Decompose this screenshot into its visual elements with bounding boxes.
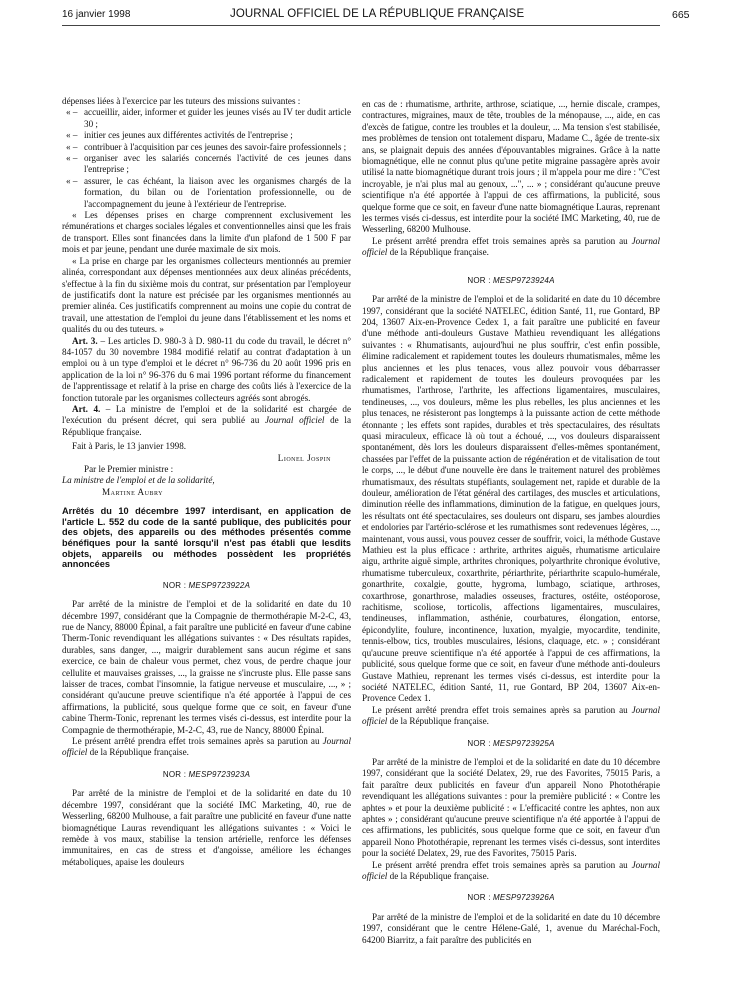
- nor-reference: NOR : MESP9723922A: [162, 580, 251, 590]
- header-title: JOURNAL OFFICIEL DE LA RÉPUBLIQUE FRANÇAISE: [230, 8, 525, 20]
- page-header: [0, 0, 731, 40]
- minister-name: Martine Aubry: [102, 486, 163, 497]
- article-text: – La ministre de l'emploi et de la solidarité est chargée de l'exécution du présent décret, qui sera publié au: [62, 403, 351, 426]
- article-label: Art. 4.: [72, 403, 101, 414]
- article-4: [62, 404, 351, 438]
- right-column: [362, 99, 660, 946]
- intro-text: dépenses liées à l'exercice par les tuteurs des missions suivantes :: [62, 96, 301, 106]
- arrete-text: Par arrêté de la ministre de l'emploi et de la solidarité en date du 10 décembre 1997, considérant que le centre Hélene-Galé, 1, avenue du Maréchal-Foch, 64200 Biarritz, a fait paraître des publicités en: [362, 911, 660, 945]
- article-text: – Les articles D. 980-3 à D. 980-11 du code du travail, le décret n° 84-1057 du 30 novembre 1984 modifié relatif au contrat d'adaptation à un emploi ou à un type d'emploi et le décret n° 96-736 du 20 août 1996 pris en application de la loi n° 96-376 du 6 mai 1996 portant réforme du financement de l'apprentissage et relatif à la prise en charge des coûts liés à l'exercice de la fonction tutorale par les organismes collecteurs agréés sont abrogés.: [62, 335, 351, 403]
- page-number: 665: [672, 9, 690, 21]
- list-item: « – organiser avec les salariés concernés l'activité de ces jeunes dans l'entreprise ;: [62, 153, 351, 176]
- article-text: de la République française.: [62, 415, 352, 437]
- header-rule: [62, 25, 660, 26]
- signatory: Lionel Jospin: [277, 452, 331, 463]
- arrete-text: Par arrêté de la ministre de l'emploi et de la solidarité en date du 10 décembre 1997, considérant que la société IMC Marketing, 40, rue de Wesserling, 68200 Mulhouse, a fait paraître une publicité en faveur d'une natte biomagnétique Lauras revendiquant les allégations suivantes : « Voici le remède à vos maux, stabilise la tension artérielle, renforce les défenses immunitaires, en cas de stress et d'angoisse, améliore les échanges métaboliques, apaise les douleurs: [62, 788, 351, 867]
- section-heading: Arrêtés du 10 décembre 1997 interdisant, en application de l'article L. 552 du code de la santé publique, des publicités pour des objets, des appareils ou des méthodes présentés comme bénéfiques pour la santé lorsqu'il n'est pas établi que lesdits objets, appareils ou méthodes possèdent les propriétés annoncées: [62, 506, 351, 570]
- paragraph: « La prise en charge par les organismes collecteurs mentionnés au premier alinéa, correspondant aux dépenses mentionnées aux deux alinéas précédents, s'effectue à la fin du sixième mois du contrat, sur présentation par l'employeur de justificatifs dont la nature est précisée par les organismes mentionnés au premier alinéa. Ces justificatifs comprennent au moins une copie du contrat de travail, une attestation de l'emploi du jeune dans l'établissement et les noms et qualités du ou des tuteurs. »: [62, 255, 351, 335]
- nor-reference: NOR : MESP9723926A: [467, 893, 555, 903]
- nor-reference: NOR : MESP9723924A: [467, 275, 555, 285]
- article-3: [62, 336, 351, 404]
- article-label: Art. 3.: [72, 335, 98, 346]
- arrete-text: Par arrêté de la ministre de l'emploi et de la solidarité en date du 10 décembre 1997, considérant que la société NATELEC, édition Santé, 11, rue Gontard, BP 204, 13607 Aix-en-Provence Cedex 1, a fait paraître une publicité en faveur d'une méthode anti-douleurs Gustave Mathieu revendiquant les allégations suivantes : « Rhumatisants, aujourd'hui ne plus souffrir, c'est enfin possible, élimine radicalement et rapidement toutes les douleurs rhumatismales, même les plus anciennes et les plus tenaces, vous allez pouvoir vous débarrasser radicalement et rapidement de toutes les douleurs provoquées par les rhumatismes, l'arthrose, l'arthrite, les affections ligamentaires, musculaires, tendineuses, ..., vos douleurs, même les plus rebelles, les plus anciennes et les plus tenaces, ne résisteront pas longtemps à la puissante action de cette méthode étonnante ; les effets sont rapides, durables et très spectaculaires, des résultats quasi miraculeux, efficace là où tout a échoué, ..., vos douleurs disparaissent spontanément, dès lors les douleurs disparaissent d'elles-mêmes spontanément, chassées par l'effet de la puissante action de régénération et de vitalisation de tout le corps, ..., le début d'une nouvelle ère dans le traitement naturel des problèmes rhumatismaux, des résultats stupéfiants, soulagement net, rapide et durable de la douleur, amélioration de l'état général des cartilages, des muscles et articulations, diminution réelle des inflammations, diminution de la fatigue, en quelques jours, les résultats ont été spectaculaires, ses douleurs ont disparu, ses jambes alourdies et endolories par l'artério-sclérose et les rumathismes sont redevenues légères, ..., maintenant, vous aussi, vous pouvez cesser de souffrir, voici, la méthode Gustave Mathieu est la plus efficace : arthrite, arthrites aiguës, rhumatisme articulaire aigu, arthrite aiguë simple, arthrites chroniques, polyarthrite chronique évolutive, rhumatisme tuberculeux, coxarthrite, périarthrite, périarthrite scapulo-humérale, gonarthrite, coxalgie, goutte, hygroma, lumbago, sciatique, arthroses, coxarthrose, gonarthrose, maladies osseuses, fractures, ostéite, ostéoporose, rachitisme, scoliose, torticolis, affections ligamentaires, musculaires, tendineuses, inflammation, asthénie, courbatures, élongation, entorse, épicondylite, foulure, incontinence, luxation, myalgie, myocardite, tendinite, tennis-elbow, tics, troubles musculaires, lésions, claquage, etc. » ; considérant qu'aucune preuve scientifique n'a été apportée à l'appui de ces affirmations, la publicité, sous quelque forme que ce soit, en faveur d'une méthode anti-douleurs Gustave Mathieu, reprenant les termes visés ci-dessus, est interdite pour la société NATELEC, édition Santé, 11, rue Gontard, BP 204, 13607 Aix-en-Provence Cedex 1.: [362, 294, 660, 704]
- fait-line: Fait à Paris, le 13 janvier 1998.: [72, 441, 187, 452]
- arrete-text: Par arrêté de la ministre de l'emploi et de la solidarité en date du 10 décembre 1997, considérant que la société Delatex, 29, rue des Favorites, 75015 Paris, a fait paraître deux publicités en faveur d'un appareil Nono Photothérapie revendiquant les allégations suivantes : pour la première publicité : « Contre les aphtes » et pour la deuxième publicité : « L'efficacité contre les aphtes, non aux aphtes » ; considérant qu'aucune preuve scientifique n'a été apportée à l'appui de ces affirmations, les publicités, sous quelque forme que ce soit, en faveur d'un appareil Nono Photothérapie, reprenant les termes visés ci-dessus, sont interdites pour la société Delatex, 29, rue des Favorites, 75015 Paris.: [362, 756, 660, 859]
- arrete-text: Par arrêté de la ministre de l'emploi et de la solidarité en date du 10 décembre 1997, considérant que la Compagnie de thermothérapie M-2-C, 43, rue de Nancy, 88000 Épinal, a fait paraître une publicité en faveur d'une cabine Therm-Tonic revendiquant les allégations suivantes : « Des résultats rapides, durables, sans danger, ..., maigrir durablement sans aucun régime et sans exercice, ce bain de chaleur vous permet, chez vous, de perdre chaque jour cellulite et mauvaises graisses, ..., la graisse ne s'incruste plus. Elle passe sans laisser de traces, combat l'insomnie, la fatigue nerveuse et musculaire, ..., » ; considérant qu'aucune preuve scientifique n'a été apportée à l'appui de ces affirmations, la publicité, sous quelque forme que ce soit, en faveur d'une cabine Therm-Tonic, reprenant les termes visés ci-dessus, est interdite pour la Compagnie de thermothérapie, M-2-C, 43, rue de Nancy, 88000 Épinal.: [62, 599, 351, 735]
- minister-title: [62, 475, 351, 486]
- nor-reference: NOR : MESP9723925A: [467, 738, 555, 748]
- missions-list: [62, 107, 351, 210]
- effect-line: Le présent arrêté prendra effet trois semaines après sa parution au Journal officiel de la République française.: [362, 859, 660, 881]
- minister-text: La ministre de l'emploi et de la solidarité,: [62, 475, 215, 486]
- list-item: « – contribuer à l'acquisition par ces jeunes des savoir-faire professionnels ;: [62, 142, 351, 153]
- effect-line: Le présent arrêté prendra effet trois semaines après sa parution au Journal officiel de la République française.: [62, 736, 351, 758]
- left-column: [62, 96, 351, 868]
- list-item: « – initier ces jeunes aux différentes activités de l'entreprise ;: [62, 130, 351, 141]
- list-item: « – accueillir, aider, informer et guider les jeunes visés au IV ter dudit article 30 ;: [62, 107, 351, 130]
- list-item: « – assurer, le cas échéant, la liaison avec les organismes chargés de la formation, du bilan ou de l'orientation professionnelle, ou de l'accompagnement du jeune à l'extérieur de l'entreprise.: [62, 176, 351, 210]
- effect-line: Le présent arrêté prendra effet trois semaines après sa parution au Journal officiel de la République française.: [362, 704, 660, 727]
- paragraph: « Les dépenses prises en charge comprennent exclusivement les rémunérations et charges sociales légales et conventionnelles ainsi que les frais de transport. Elles sont financées dans la limite d'un plafond de 1 500 F par mois et par jeune, pendant une durée maximale de six mois.: [62, 210, 351, 255]
- effect-line: Le présent arrêté prendra effet trois semaines après sa parution au Journal officiel de la République française.: [362, 235, 660, 258]
- par-line: Par le Premier ministre :: [84, 464, 174, 474]
- nor-reference: NOR : MESP9723923A: [162, 769, 251, 779]
- arrete-text: en cas de : rhumatisme, arthrite, arthrose, sciatique, ..., hernie discale, crampes, contractures, migraines, maux de tête, troubles de la ménopause, ..., aide, en cas d'excès de fatigue, contre les troubles et la douleur, ... Ma tension s'est stabilisée, mes problèmes de tension ont totalement disparu, Madame C., âgée de trente-six ans, se plaignait depuis des années d'épouvantables migraines. Grâce à la natte biomagnétique, elle ne connut plus qu'une petite migraine passagère après avoir utilisé la natte biomagnétique durant trois jours ; il m'appela pour me dire : "C'est incroyable, je n'ai plus mal au genoux, ...", ... » ; considérant qu'aucune preuve scientifique n'a été apportée à l'appui de ces affirmations, la publicité, sous quelque forme que ce soit, en faveur d'une natte biomagnétique Lauras, reprenant les termes visés ci-dessus, est interdite pour la société IMC Marketing, 40, rue de Wesserling, 68200 Mulhouse.: [362, 99, 660, 235]
- header-date: 16 janvier 1998: [62, 9, 131, 20]
- journal-ref: Journal officiel: [265, 415, 325, 426]
